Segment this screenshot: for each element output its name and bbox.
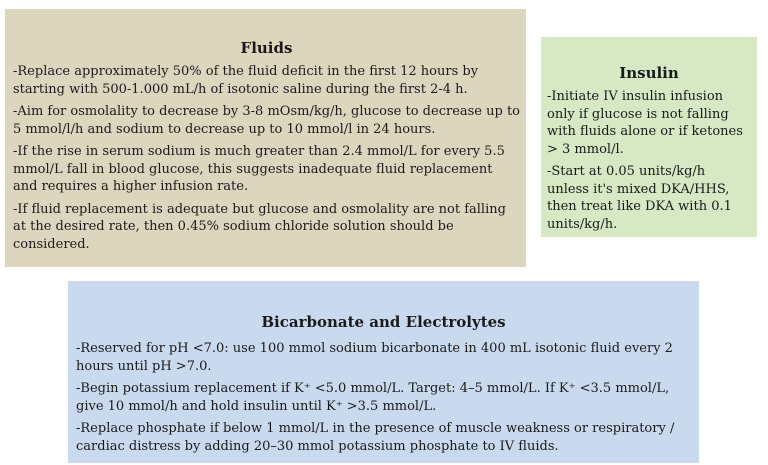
- fluids-title: Fluids: [240, 39, 293, 57]
- fluids-item-2: -Aim for osmolality to decrease by 3-8 mOsm/kg/h, glucose to decrease up to 5 mmol/l/h and sodium to decrease up to 10 mmol/l in 24 hours.: [13, 104, 521, 137]
- insulin-item-2: -Start at 0.05 units/kg/h unless it's mixed DKA/HHS, then treat like DKA with 0.1 units/kg/h.: [547, 164, 732, 232]
- insulin-title: Insulin: [619, 64, 679, 82]
- fluids-item-3: -If the rise in serum sodium is much greater than 2.4 mmol/L for every 5.5 mmol/L fall in blood glucose, this suggests inadequate fluid replacement and requires a higher infusion rate.: [13, 144, 505, 194]
- insulin-item-1: -Initiate IV insulin infusion only if glucose is not falling with fluids alone or if ketones > 3 mmol/l.: [547, 89, 743, 157]
- insulin-box: [541, 37, 757, 237]
- phosphate-item: -Replace phosphate if below 1 mmol/L in the presence of muscle weakness or respiratory / cardiac distress by adding 20–30 mmol potassium phosphate to IV fluids.: [76, 421, 675, 454]
- fluids-item-4: -If fluid replacement is adequate but glucose and osmolality are not falling at the desired rate, then 0.45% sodium chloride solution should be considered.: [13, 201, 506, 252]
- bicarbonate-title: Bicarbonate and Electrolytes: [261, 313, 506, 331]
- fluids-item-1: -Replace approximately 50% of the fluid deficit in the first 12 hours by starting with 500-1.000 mL/h of isotonic saline during the first 2-4 h.: [13, 64, 479, 97]
- potassium-item: -Begin potassium replacement if K⁺ <5.0 mmol/L. Target: 4–5 mmol/L. If K⁺ <3.5 mmol/L, give 10 mmol/h and hold insulin until K⁺ >3.5 mmol/L.: [76, 381, 670, 414]
- bicarbonate-item-1: -Reserved for pH <7.0: use 100 mmol sodium bicarbonate in 400 mL isotonic fluid every 2 hours until pH >7.0.: [76, 341, 673, 374]
- fluids-box: [5, 9, 526, 267]
- bicarbonate-electrolytes-box: [68, 281, 699, 463]
